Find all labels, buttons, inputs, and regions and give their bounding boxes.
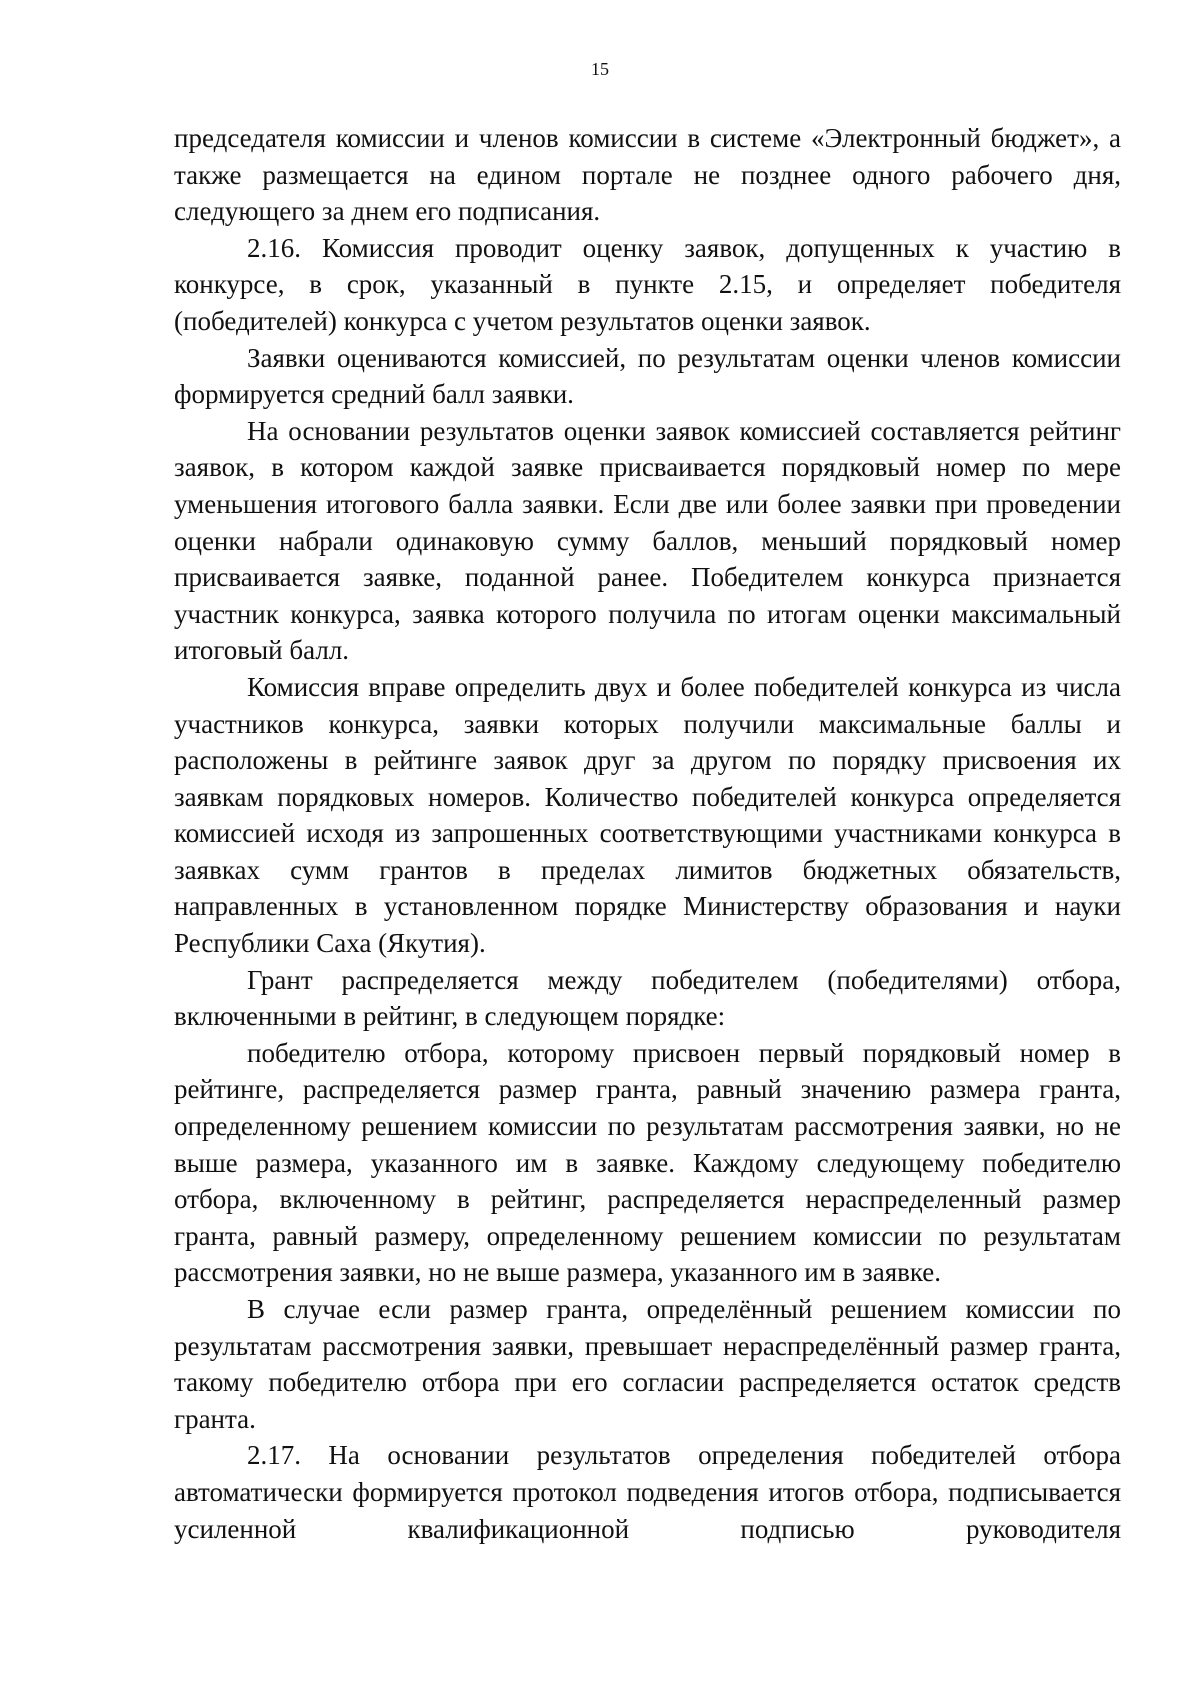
paragraph-commission-protocol-continuation: председателя комиссии и членов комиссии в системе «Электронный бюджет», а также размещается на едином портале не позднее одного рабочего дня, следующего за днем его подписания. [174, 123, 1121, 227]
document-body [174, 120, 1121, 1547]
paragraph-rating: На основании результатов оценки заявок комиссией составляется рейтинг заявок, в котором каждой заявке присваивается порядковый номер по мере уменьшения итогового балла заявки. Если две или более заявки при проведении оценки набрали одинаковую сумму баллов, меньший порядковый номер присваивается заявке, поданной ранее. Победителем конкурса признается участник конкурса, заявка которого получила по итогам оценки максимальный итоговый балл. [174, 415, 1121, 666]
paragraph-grant-distribution: Грант распределяется между победителем (победителями) отбора, включенными в рейтинг, в следующем порядке: [174, 964, 1121, 1032]
paragraph-2-17-protocol: 2.17. На основании результатов определения победителей отбора автоматически формируется протокол подведения итогов отбора, подписывается усиленной квалификационной подписью руководителя [174, 1440, 1121, 1544]
paragraph-grant-remainder: В случае если размер гранта, определённый решением комиссии по результатам рассмотрения заявки, превышает нераспределённый размер гранта, такому победителю отбора при его согласии распределяется остаток средств гранта. [174, 1294, 1121, 1434]
paragraph-first-winner: победителю отбора, которому присвоен первый порядковый номер в рейтинге, распределяется размер гранта, равный значению размера гранта, определенному решением комиссии по результатам рассмотрения заявки, но не выше размера, указанного им в заявке. Каждому следующему победителю отбора, включенному в рейтинг, распределяется нераспределенный размер гранта, равный размеру, определенному решением комиссии по результатам рассмотрения заявки, но не выше размера, указанного им в заявке. [174, 1037, 1121, 1288]
page-number: 15 [591, 59, 609, 79]
paragraph-2-16-evaluation: 2.16. Комиссия проводит оценку заявок, допущенных к участию в конкурсе, в срок, указанный в пункте 2.15, и определяет победителя (победителей) конкурса с учетом результатов оценки заявок. [174, 232, 1121, 336]
paragraph-average-score: Заявки оцениваются комиссией, по результатам оценки членов комиссии формируется средний балл заявки. [174, 342, 1121, 410]
paragraph-multiple-winners: Комиссия вправе определить двух и более победителей конкурса из числа участников конкурса, заявки которых получили максимальные баллы и расположены в рейтинге заявок друг за другом по порядку присвоения их заявкам порядковых номеров. Количество победителей конкурса определяется комиссией исходя из запрошенных соответствующими участниками конкурса в заявках сумм грантов в пределах лимитов бюджетных обязательств, направленных в установленном порядке Министерству образования и науки Республики Саха (Якутия). [174, 671, 1121, 959]
